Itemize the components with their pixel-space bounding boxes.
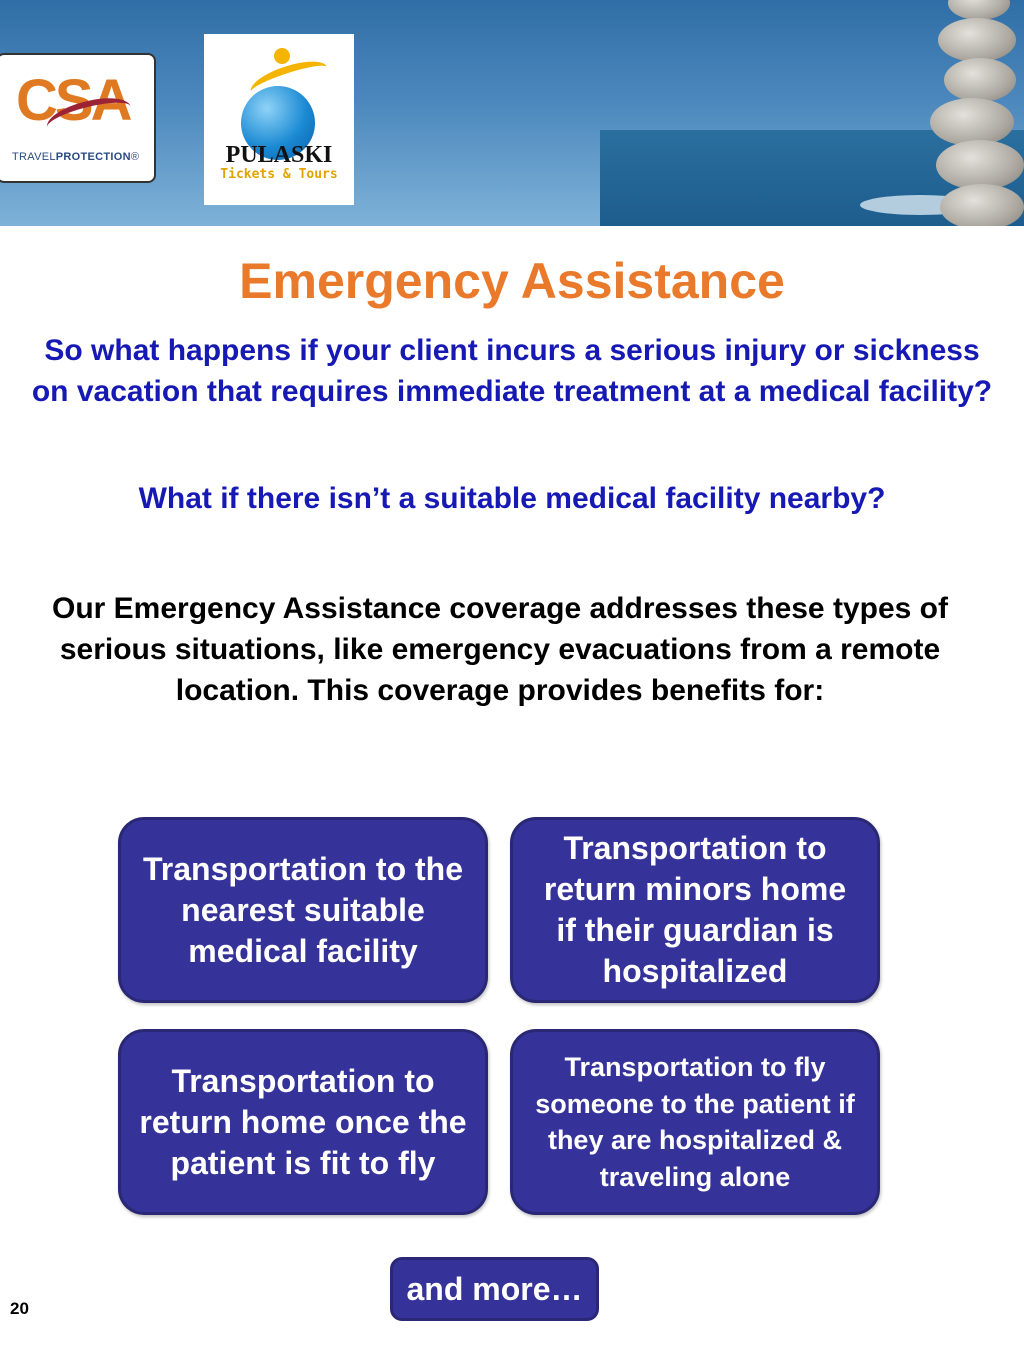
stone-icon [944,58,1016,102]
benefit-box-nearest-facility [118,817,488,1003]
benefit-label: Transportation to the nearest suitable medical facility [143,850,463,969]
csa-logo [0,53,156,183]
question-serious-injury: So what happens if your client incurs a serious injury or sickness on vacation that requires immediate treatment at a medical facility? [31,334,993,408]
pulaski-logo-tagline: Tickets & Tours [220,167,338,182]
page-title: Emergency Assistance [239,253,785,309]
question-no-facility: What if there isn’t a suitable medical facility nearby? [138,482,886,515]
csa-logo-subtitle: TRAVELPROTECTION® [12,151,140,163]
stone-icon [936,140,1024,190]
benefit-label: Transportation to return home once the patient is fit to fly [139,1062,467,1181]
and-more-button[interactable]: and more… [390,1257,599,1321]
benefit-label: Transportation to return minors home if their guardian is hospitalized [543,830,847,989]
pulaski-logo [204,34,354,205]
header-banner [0,0,1024,226]
stone-icon [938,18,1016,62]
page-number: 20 [10,1299,29,1318]
benefit-box-return-minors [510,817,880,1003]
coverage-description: Our Emergency Assistance coverage addresses these types of serious situations, like emergency evacuations from a remote location. This coverage provides benefits for: [52,592,948,707]
benefit-box-fly-someone [510,1029,880,1215]
benefit-label: Transportation to fly someone to the patient if they are hospitalized & traveling alone [535,1052,855,1192]
stone-icon [930,98,1014,146]
csa-logo-mark: CSA [16,68,130,133]
figure-head-icon [274,48,290,64]
benefit-box-return-home [118,1029,488,1215]
stone-icon [940,184,1024,226]
stone-icon [948,0,1010,20]
pulaski-logo-name: PULASKI [225,142,333,168]
